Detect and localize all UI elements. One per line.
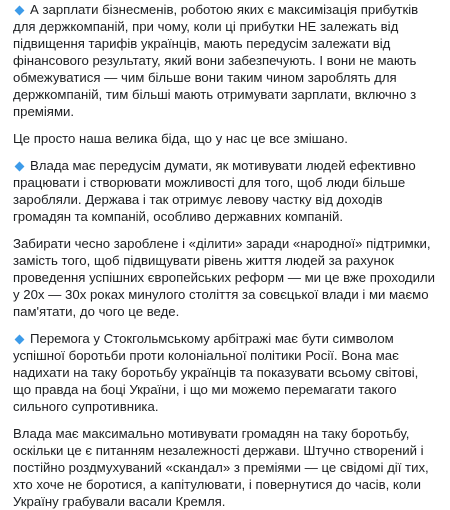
post-paragraph-5	[13, 330, 436, 415]
post-paragraph-3	[13, 157, 436, 225]
post-paragraph-1-text: А зарплати бізнесменів, роботою яких є максимізація прибутків для держкомпаній, при чому, коли ці прибутки НЕ залежать від підвищення тарифів українців, мають передусім залежати від фінансового результату, який вони забезпечують. І вони не мають обмежуватися — чим більше вони таким чином зароблять для держкомпаній, тим більші мають отримувати зарплати, включно з преміями.	[13, 2, 419, 119]
post-paragraph-2-text: Це просто наша велика біда, що у нас це все змішано.	[13, 131, 348, 146]
small-blue-diamond-icon	[15, 334, 25, 344]
small-blue-diamond-icon	[15, 5, 25, 15]
post-paragraph-4	[13, 235, 436, 320]
post-paragraph-2	[13, 130, 436, 147]
post-paragraph-4-text: Забирати чесно зароблене і «ділити» заради «народної» підтримки, замість того, щоб підвищувати рівень життя людей за рахунок проведення успішних європейських реформ — ми це вже проходили у 20х — 30х роках минулого століття за совєцької влади і ми маємо пам'ятати, до чого це веде.	[13, 236, 436, 319]
post-paragraph-6	[13, 425, 436, 510]
small-blue-diamond-icon	[15, 161, 25, 171]
post-paragraph-5-text: Перемога у Стокгольмському арбітражі має бути символом успішної боротьби проти колоніальної політики Росії. Вона має надихати на таку боротьбу українців та показувати всьому світові, що правда на боці України, і що ми можемо перемагати такого сильного супротивника.	[13, 331, 419, 414]
post-paragraph-1	[13, 1, 436, 120]
post-paragraph-3-text: Влада має передусім думати, як мотивувати людей ефективно працювати і створювати можливості для того, щоб люди більше заробляли. Держава і так отримує левову частку від доходів громадян та компаній, особливо державних компаній.	[13, 158, 416, 224]
post-paragraph-6-text: Влада має максимально мотивувати громадян на таку боротьбу, оскільки це є питанням незалежності держави. Штучно створений і постійно роздмухуваний «скандал» з преміями — це свідомі дії тих, хто хоче не боротися, а капітулювати, і повернутися до часів, коли Україну грабували васали Кремля.	[13, 426, 429, 509]
